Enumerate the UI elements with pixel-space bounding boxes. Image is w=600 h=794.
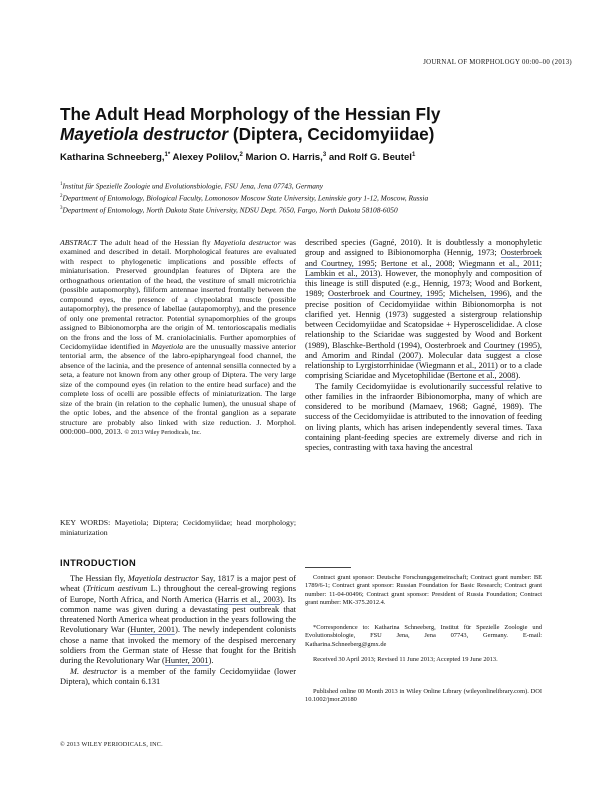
introduction-text xyxy=(60,574,296,687)
species-name: M. destructor xyxy=(70,666,118,676)
citation-link[interactable]: Courtney (1995) xyxy=(483,340,540,350)
citation-link[interactable]: Amorim and Rindal (2007) xyxy=(321,350,422,360)
citation-link[interactable]: Harris et al., 2003 xyxy=(217,594,280,604)
footnote-grants xyxy=(305,574,542,608)
affil-text: Institut für Spezielle Zoologie und Evolutionsbiologie, FSU Jena, Jena 07743, Germany xyxy=(62,181,323,191)
text: ; xyxy=(452,258,459,268)
affil-text: Department of Entomology, North Dakota State University, NDSU Dept. 7650, Fargo, North Dakota 58108-6050 xyxy=(62,205,398,215)
author-affil-mark: 2 xyxy=(239,152,243,158)
author-affil-mark: 3 xyxy=(322,152,327,158)
paragraph xyxy=(60,574,296,667)
text: Say, 1817 is a major pest of wheat ( xyxy=(60,574,296,594)
text: ). Its common name was given during a devastating pest outbreak that threatened North America wheat production in the years following the Revolutionary War ( xyxy=(60,594,296,635)
species-name: Mayetiola destructor xyxy=(127,574,199,583)
paragraph: The family Cecidomyiidae is evolutionarily successful relative to other families in the infraorder Bibionomorpha, many of which are considered to be moribund (Mamaev, 1968; Gagné, 1989). The success of the Cecidomyiidae is attributed to the innovation of feeding on living plants, which has arisen independently several times. Taxa containing plant-feeding species are extremely diverse and rich in species, contrasting with taxa having the ancestral xyxy=(305,381,542,452)
footnote-text: Contract grant sponsor: Deutsche Forschungsgemeinschaft; Contract grant number: BE 1789/6-1; Contract grant sponsor: Russian Foundation for Basic Research; Contract grant number: 11-04-00496; Contract grant sponsor: President of Russia Foundation; Contract grant number: MK-375.2012.4. xyxy=(305,574,542,607)
section-heading-introduction: INTRODUCTION xyxy=(60,558,137,568)
affil-number: 1 xyxy=(60,182,63,187)
affil-text: Department of Entomology, Biological Faculty, Lomonosov Moscow State University, Leninskie gory 1-12, Moscow, Russia xyxy=(62,193,429,203)
right-column-text xyxy=(305,238,542,453)
text: . Molecular data suggest a close relationship to Lyrgistorrhinidae ( xyxy=(305,350,542,370)
abstract-text: The adult head of the Hessian fly xyxy=(96,238,214,247)
citation-link[interactable]: Michelsen, 1996 xyxy=(449,289,507,299)
abstract-genus: Mayetiola xyxy=(151,341,184,351)
affil-number: 2 xyxy=(60,194,63,200)
affil-number: 3 xyxy=(60,206,63,212)
text: The Hessian fly, xyxy=(70,574,128,583)
author-name: and Rolf G. Beutel xyxy=(326,152,412,164)
keywords-text: Mayetiola; Diptera; Cecidomyiidae; head morphology; miniaturization xyxy=(60,518,297,537)
abstract-copyright: © 2013 Wiley Periodicals, Inc. xyxy=(124,429,202,437)
text: ), and the precise position of Cecidomyiidae within Bibionomorpha is not clarified yet. Hennig (1973) suggested a sistergroup relationship between Cecidomyiidae and Scatopsidae + Hyperoscelididae. A close relationship to the Sciaridae was suggested by Wood and Borkent (1989), Blaschke-Berthold (1994), Oosterbroek and xyxy=(305,289,543,350)
author-affil-mark: 1 xyxy=(411,152,416,158)
text: described species (Gagné, 2010). It is doubtlessly a monophyletic group and assigned to Bibionomorpha (Hennig, 1973; xyxy=(305,238,542,258)
title-species: Mayetiola destructor xyxy=(60,124,229,144)
paragraph xyxy=(60,667,296,688)
abstract-text: was examined and described in detail. Morphological features are evaluated with respect to phylogenetic implications and possible effects of miniaturisation. Preserved groundplan features of Diptera are the orthognathous orientation of the head, the vestiture of small microtrichia (possible autapomorphy), filiform antennae inserted frontally between the compound eyes, the presence of a clypeolabral muscle (possible autapomorphy), the presence of labellae (autapomorphy), and the presence of only one premental retractor. Potential synapomorphies of the groups assigned to Bibionomorpha are the origin of M. tentorioscapalis medialis on the frons and the loss of M. craniolacinialis. Further apomorphies of Cecidomyiidae identified in xyxy=(60,238,296,351)
keywords xyxy=(60,518,296,537)
author-name: Katharina Schneeberg, xyxy=(60,152,165,164)
affiliations xyxy=(60,180,550,217)
text: is a member of the family Cecidomyiidae (lower Diptera), which contain 6.131 xyxy=(60,666,297,686)
abstract-label: ABSTRACT xyxy=(60,238,97,247)
footnote-published xyxy=(305,688,542,705)
citation-link[interactable]: Oosterbroek and Courtney, 1995 xyxy=(305,248,542,268)
keywords-label: KEY WORDS: xyxy=(60,518,111,527)
author-name: Marion O. Harris, xyxy=(242,152,323,164)
author-name: Alexey Polilov, xyxy=(170,152,240,164)
citation-link[interactable]: Hunter, 2001 xyxy=(164,656,209,666)
citation-link[interactable]: Wiegmann et al., 2011 xyxy=(458,258,540,268)
abstract-text: are the unusually massive anterior tentorial arm, the absence of the labro-epipharyngeal food channel, the absence of the lacinia, and the presence of antennal sensilla connected by a seta, a feature not known from any other group of Diptera. The very large size of the compound eyes (in relation to the entire head surface) and the complete loss of ocelli are possible effects of miniaturization. The large size of the brain (in relation to the cephalic lumen), the unusual shape of the optic lobes, and the absence of the frontal ganglion as a separate structure are probably also linked with size reduction. J. Morphol. 000:000–000, 2013. xyxy=(60,341,296,437)
abstract-species: Mayetiola destructor xyxy=(213,238,281,247)
citation-link[interactable]: Wiegmann et al., 2011 xyxy=(418,361,495,370)
journal-header: JOURNAL OF MORPHOLOGY 00:00–00 (2013) xyxy=(423,59,572,66)
abstract xyxy=(60,238,296,438)
citation-link[interactable]: Hunter, 2001 xyxy=(130,625,176,635)
article-title xyxy=(60,104,550,144)
text: ; xyxy=(539,258,542,268)
affiliation xyxy=(60,204,550,216)
footnote-correspondence xyxy=(305,624,542,649)
citation-link[interactable]: Lambkin et al., 2013 xyxy=(305,268,378,278)
species-name: Triticum aestivum xyxy=(86,584,148,594)
footnote-text: Published online 00 Month 2013 in Wiley Online Library (wileyonlinelibrary.com). DOI 10.1002/jmor.20180 xyxy=(305,688,542,704)
text: ; xyxy=(374,258,381,268)
author-affil-mark: 1* xyxy=(164,152,171,158)
text: ). The newly independent colonists chose a name that invoked the memory of the despised mercenary soldiers from the German state of Hesse that fought for the British during the Revolutionary War ( xyxy=(60,625,296,666)
citation-link[interactable]: Oosterbroek and Courtney, 1995 xyxy=(328,289,443,299)
affiliation xyxy=(60,180,550,192)
author-list xyxy=(60,152,415,163)
title-line-1: The Adult Head Morphology of the Hessian Fly xyxy=(60,104,441,124)
footnote-received xyxy=(305,656,542,664)
footnote-divider xyxy=(305,567,351,568)
text: ) or to a clade comprising Sciaridae and Mycetophilidae ( xyxy=(305,361,543,381)
footnote-text: *Correspondence to: Katharina Schneeberg, Institut für Spezielle Zoologie und Evolutionsbiologie, FSU Jena, Jena 07743, Germany. E-mail: Katharina.Schneeberg@gmx.de xyxy=(305,624,542,648)
text: , and xyxy=(305,340,542,360)
text: ). xyxy=(515,371,521,381)
affiliation xyxy=(60,192,550,204)
citation-link[interactable]: Bertone et al., 2008 xyxy=(449,371,516,381)
text: ). However, the monophyly and composition of this lineage is still disputed (e.g., Hennig, 1973; Wood and Borkent, 1989; xyxy=(305,268,543,299)
text: ). xyxy=(208,656,214,666)
footnote-text: Received 30 April 2013; Revised 11 June 2013; Accepted 19 June 2013. xyxy=(313,656,498,663)
text: ; xyxy=(442,289,450,299)
text: L.) throughout the cereal-growing regions of Europe, North Africa, and North America ( xyxy=(60,584,296,604)
title-line-2: (Diptera, Cecidomyiidae) xyxy=(228,124,435,144)
paragraph xyxy=(305,238,542,382)
page-copyright: © 2013 WILEY PERIODICALS, INC. xyxy=(60,741,163,748)
citation-link[interactable]: Bertone et al., 2008 xyxy=(380,258,453,268)
